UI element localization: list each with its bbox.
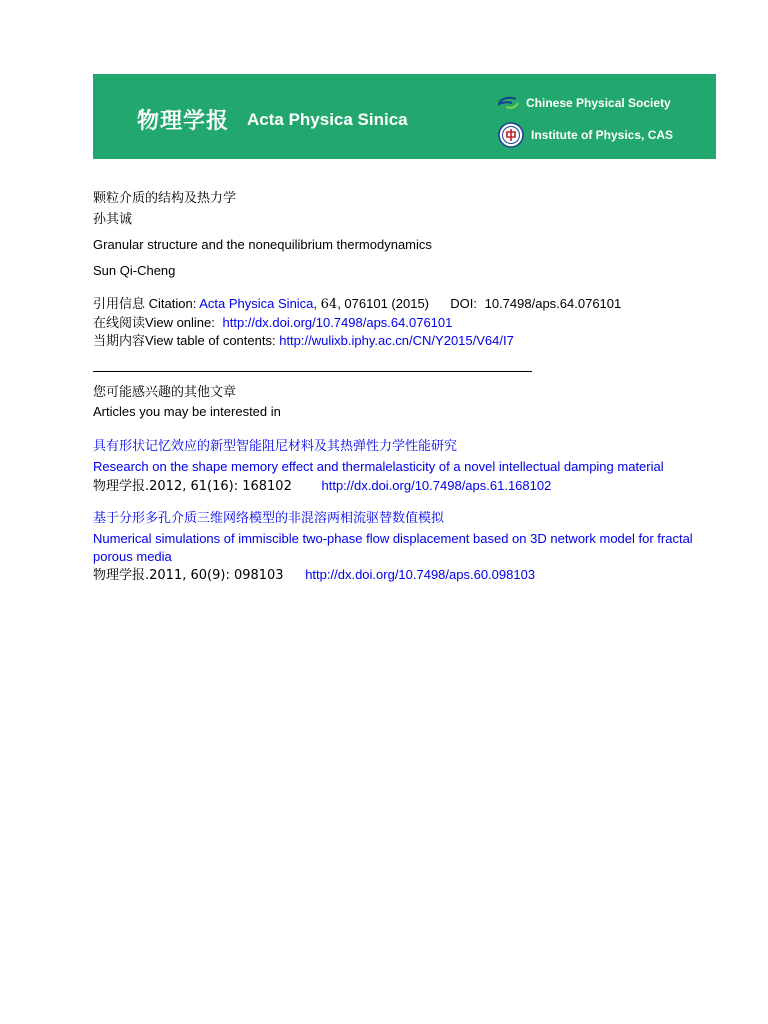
journal-banner: [93, 74, 716, 159]
online-line: [93, 315, 452, 332]
society-name: Chinese Physical Society: [526, 96, 671, 110]
institute-line: [498, 122, 673, 148]
online-label-en: View online:: [145, 315, 215, 330]
related-1-ref: 物理学报.2012, 61(16): 168102: [93, 479, 292, 494]
article-title-en: Granular structure and the nonequilibrium thermodynamics: [93, 237, 432, 252]
divider: [93, 371, 532, 372]
institute-seal-icon: [498, 122, 524, 148]
toc-label-en: View table of contents:: [145, 333, 276, 348]
doi-value: 10.7498/aps.64.076101: [484, 296, 622, 311]
citation-volume: 64: [320, 297, 338, 312]
citation-label-cn: 引用信息: [93, 297, 146, 312]
citation-rest: , 076101 (2015): [337, 296, 429, 311]
related-heading-en: Articles you may be interested in: [93, 404, 281, 419]
institute-name: Institute of Physics, CAS: [531, 128, 674, 142]
doi-label: DOI:: [450, 296, 477, 311]
citation-journal-link[interactable]: Acta Physica Sinica: [199, 296, 314, 311]
online-url-link[interactable]: http://dx.doi.org/10.7498/aps.64.076101: [222, 315, 453, 330]
article-title-cn: 颗粒介质的结构及热力学: [93, 191, 237, 206]
related-2-ref-line: [93, 567, 535, 584]
toc-url-link[interactable]: http://wulixb.iphy.ac.cn/CN/Y2015/V64/I7: [279, 333, 514, 348]
journal-name-cn: 物理学报: [137, 109, 230, 134]
toc-label-cn: 当期内容: [93, 334, 146, 349]
related-1-url-link[interactable]: http://dx.doi.org/10.7498/aps.61.168102: [321, 478, 552, 493]
citation-label-en: Citation:: [148, 296, 197, 311]
society-logo-icon: [496, 96, 520, 110]
online-label-cn: 在线阅读: [93, 316, 146, 331]
related-2-ref: 物理学报.2011, 60(9): 098103: [93, 568, 284, 583]
toc-line: [93, 333, 514, 350]
related-2-url-link[interactable]: http://dx.doi.org/10.7498/aps.60.098103: [305, 567, 536, 582]
related-heading-cn: 您可能感兴趣的其他文章: [93, 385, 237, 400]
related-1-title-en-link[interactable]: Research on the shape memory effect and thermalelasticity of a novel intellectual damping material: [93, 459, 664, 474]
article-author-cn: 孙其诚: [93, 212, 133, 227]
journal-name-en: Acta Physica Sinica: [247, 110, 408, 129]
society-line: [496, 94, 671, 112]
citation-line: 引用信息 Citation: Acta Physica Sinica, 64, 076101 (2015) DOI: 10.7498/aps.64.076101: [93, 296, 622, 312]
related-2-title-cn-link[interactable]: 基于分形多孔介质三维网络模型的非混溶两相流驱替数值模拟: [93, 511, 445, 526]
related-2-title-en-link[interactable]: Numerical simulations of immiscible two-phase flow displacement based on 3D network model for fractal porous media: [93, 531, 693, 564]
related-1-ref-line: [93, 478, 551, 495]
article-author-en: Sun Qi-Cheng: [93, 263, 176, 278]
related-1-title-cn-link[interactable]: 具有形状记忆效应的新型智能阻尼材料及其热弹性力学性能研究: [93, 439, 458, 454]
